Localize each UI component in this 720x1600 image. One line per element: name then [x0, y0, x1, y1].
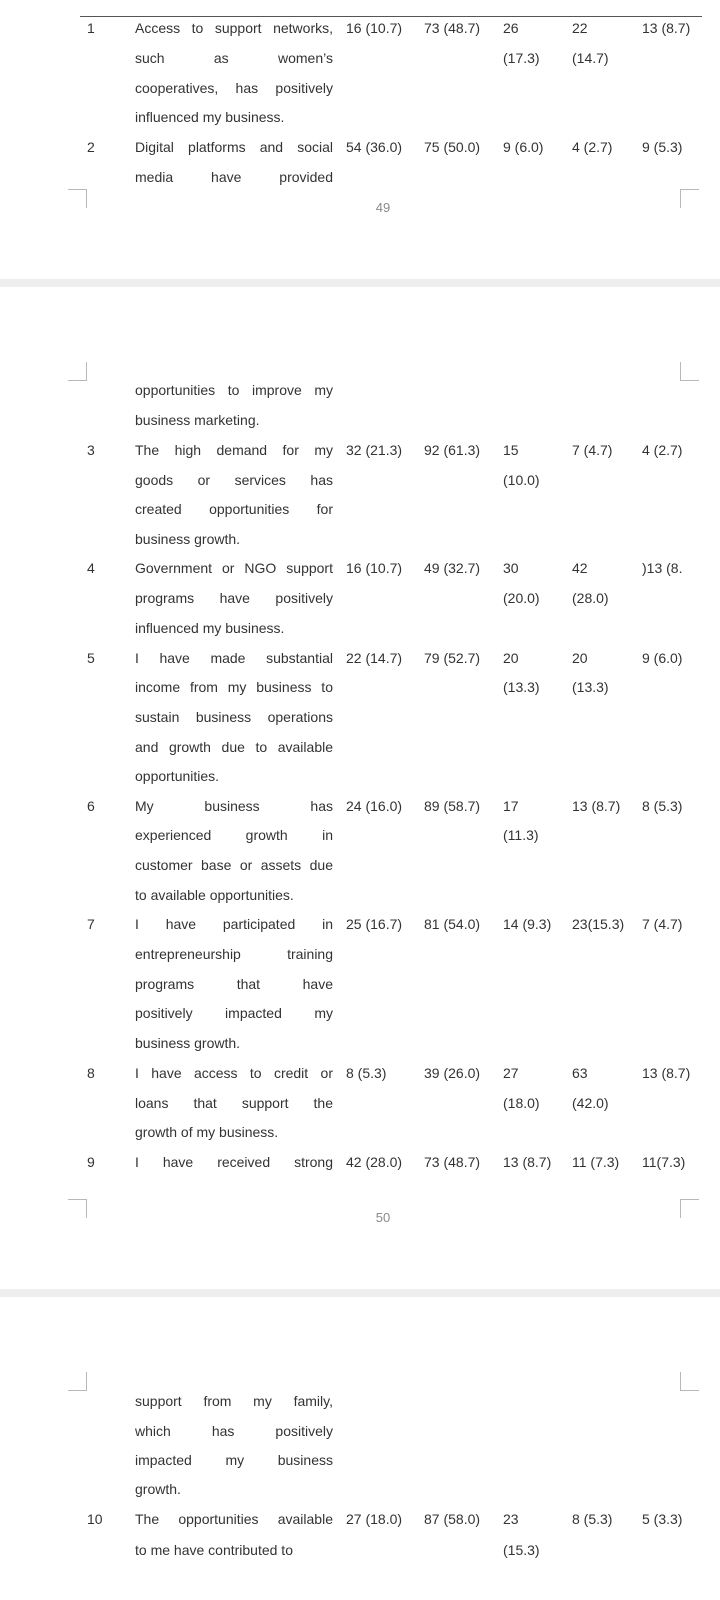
- cell-disagree: 8 (5.3): [572, 1511, 613, 1527]
- cell-strongly-agree: 22 (14.7): [346, 650, 403, 666]
- cell-disagree: 42: [572, 560, 588, 576]
- cell-disagree: 13 (8.7): [572, 798, 621, 814]
- cell-agree: 75 (50.0): [424, 139, 481, 155]
- cell-strongly-agree: 24 (16.0): [346, 798, 403, 814]
- cell-undecided: 20: [503, 650, 519, 666]
- cell-disagree-pct: (28.0): [572, 590, 609, 606]
- cell-disagree: 22: [572, 20, 588, 36]
- row-number: 10: [87, 1511, 103, 1527]
- attribute-text-line: loans that support the: [135, 1095, 333, 1111]
- cell-agree: 81 (54.0): [424, 916, 481, 932]
- attribute-text-line: programs have positively: [135, 590, 333, 606]
- row-number: 6: [87, 798, 95, 814]
- attribute-text-line: business marketing.: [135, 412, 260, 428]
- cell-agree: 49 (32.7): [424, 560, 481, 576]
- attribute-text-line: sustain business operations: [135, 709, 333, 725]
- cell-disagree: 63: [572, 1065, 588, 1081]
- cell-disagree: 4 (2.7): [572, 139, 613, 155]
- attribute-text-line: The high demand for my: [135, 442, 333, 458]
- attribute-text-line: growth.: [135, 1481, 181, 1497]
- attribute-text-line: goods or services has: [135, 472, 333, 488]
- attribute-text-line: growth of my business.: [135, 1124, 279, 1140]
- cell-strongly-agree: 42 (28.0): [346, 1154, 403, 1170]
- attribute-text-line: business growth.: [135, 1035, 241, 1051]
- cell-disagree-pct: (14.7): [572, 50, 609, 66]
- cell-disagree: 20: [572, 650, 588, 666]
- page-corner-mark: [68, 362, 87, 381]
- row-number: 4: [87, 560, 95, 576]
- cell-agree: 92 (61.3): [424, 442, 481, 458]
- attribute-text-line: influenced my business.: [135, 620, 285, 636]
- cell-strongly-disagree: 8 (5.3): [642, 798, 683, 814]
- cell-undecided: 17: [503, 798, 519, 814]
- cell-strongly-agree: 25 (16.7): [346, 916, 403, 932]
- attribute-text-line: opportunities to improve my: [135, 382, 333, 398]
- table-header-rule: [80, 16, 702, 17]
- cell-strongly-disagree: 5 (3.3): [642, 1511, 683, 1527]
- page-corner-mark: [680, 1372, 699, 1391]
- cell-undecided: 15: [503, 442, 519, 458]
- page-corner-mark: [680, 362, 699, 381]
- row-number: 2: [87, 139, 95, 155]
- attribute-text-line: business growth.: [135, 531, 241, 547]
- attribute-text-line: created opportunities for: [135, 501, 333, 517]
- page-number: 50: [375, 1210, 391, 1225]
- page-corner-mark: [68, 189, 87, 208]
- cell-disagree-pct: (13.3): [572, 679, 609, 695]
- cell-undecided-pct: (20.0): [503, 590, 540, 606]
- attribute-text-line: cooperatives, has positively: [135, 80, 333, 96]
- cell-strongly-disagree: 4 (2.7): [642, 442, 683, 458]
- cell-disagree: 23(15.3): [572, 916, 625, 932]
- attribute-text-line: income from my business to: [135, 679, 333, 695]
- cell-strongly-disagree: 9 (5.3): [642, 139, 683, 155]
- attribute-text-line: The opportunities available: [135, 1511, 333, 1527]
- attribute-text-line: Access to support networks,: [135, 20, 333, 36]
- page-corner-mark: [68, 1372, 87, 1391]
- attribute-text-line: support from my family,: [135, 1393, 333, 1409]
- cell-agree: 73 (48.7): [424, 20, 481, 36]
- cell-strongly-disagree: 13 (8.7): [642, 20, 691, 36]
- attribute-text-line: I have made substantial: [135, 650, 333, 666]
- cell-strongly-disagree: 7 (4.7): [642, 916, 683, 932]
- attribute-text-line: media have provided: [135, 169, 333, 185]
- attribute-text-line: Digital platforms and social: [135, 139, 333, 155]
- page-corner-mark: [680, 1199, 699, 1218]
- page-break: [0, 1289, 720, 1297]
- cell-agree: 79 (52.7): [424, 650, 481, 666]
- cell-disagree-pct: (42.0): [572, 1095, 609, 1111]
- cell-strongly-agree: 8 (5.3): [346, 1065, 387, 1081]
- cell-undecided: 9 (6.0): [503, 139, 544, 155]
- cell-undecided: 26: [503, 20, 519, 36]
- attribute-text-line: to me have contributed to: [135, 1542, 293, 1558]
- page-corner-mark: [680, 189, 699, 208]
- cell-strongly-agree: 27 (18.0): [346, 1511, 403, 1527]
- cell-disagree: 7 (4.7): [572, 442, 613, 458]
- attribute-text-line: to available opportunities.: [135, 887, 294, 903]
- attribute-text-line: I have received strong: [135, 1154, 333, 1170]
- attribute-text-line: customer base or assets due: [135, 857, 333, 873]
- cell-strongly-agree: 16 (10.7): [346, 560, 403, 576]
- cell-strongly-disagree: 11(7.3): [642, 1154, 686, 1170]
- attribute-text-line: I have participated in: [135, 916, 333, 932]
- row-number: 1: [87, 20, 95, 36]
- cell-undecided-pct: (15.3): [503, 1542, 540, 1558]
- attribute-text-line: opportunities.: [135, 768, 220, 784]
- cell-strongly-disagree: 13 (8.7): [642, 1065, 691, 1081]
- attribute-text-line: programs that have: [135, 976, 333, 992]
- attribute-text-line: Government or NGO support: [135, 560, 333, 576]
- cell-undecided-pct: (10.0): [503, 472, 540, 488]
- cell-undecided-pct: (11.3): [503, 827, 539, 843]
- cell-agree: 89 (58.7): [424, 798, 481, 814]
- attribute-text-line: which has positively: [135, 1423, 333, 1439]
- attribute-text-line: My business has: [135, 798, 333, 814]
- cell-undecided: 14 (9.3): [503, 916, 552, 932]
- attribute-text-line: and growth due to available: [135, 739, 333, 755]
- attribute-text-line: such as women’s: [135, 50, 333, 66]
- row-number: 9: [87, 1154, 95, 1170]
- cell-disagree: 11 (7.3): [572, 1154, 620, 1170]
- cell-strongly-disagree: 9 (6.0): [642, 650, 683, 666]
- cell-undecided-pct: (17.3): [503, 50, 540, 66]
- cell-undecided: 30: [503, 560, 519, 576]
- page-corner-mark: [68, 1199, 87, 1218]
- row-number: 8: [87, 1065, 95, 1081]
- row-number: 3: [87, 442, 95, 458]
- cell-undecided: 13 (8.7): [503, 1154, 552, 1170]
- attribute-text-line: impacted my business: [135, 1452, 333, 1468]
- attribute-text-line: positively impacted my: [135, 1005, 333, 1021]
- cell-strongly-agree: 16 (10.7): [346, 20, 403, 36]
- attribute-text-line: entrepreneurship training: [135, 946, 333, 962]
- cell-undecided: 27: [503, 1065, 519, 1081]
- page-break: [0, 279, 720, 287]
- cell-strongly-agree: 32 (21.3): [346, 442, 403, 458]
- cell-strongly-disagree: )13 (8.: [642, 560, 683, 576]
- cell-undecided: 23: [503, 1511, 519, 1527]
- cell-agree: 73 (48.7): [424, 1154, 481, 1170]
- cell-strongly-agree: 54 (36.0): [346, 139, 403, 155]
- attribute-text-line: I have access to credit or: [135, 1065, 333, 1081]
- row-number: 5: [87, 650, 95, 666]
- attribute-text-line: experienced growth in: [135, 827, 333, 843]
- cell-agree: 39 (26.0): [424, 1065, 481, 1081]
- page-number: 49: [375, 200, 391, 215]
- cell-agree: 87 (58.0): [424, 1511, 481, 1527]
- attribute-text-line: influenced my business.: [135, 109, 285, 125]
- cell-undecided-pct: (18.0): [503, 1095, 540, 1111]
- cell-undecided-pct: (13.3): [503, 679, 540, 695]
- row-number: 7: [87, 916, 95, 932]
